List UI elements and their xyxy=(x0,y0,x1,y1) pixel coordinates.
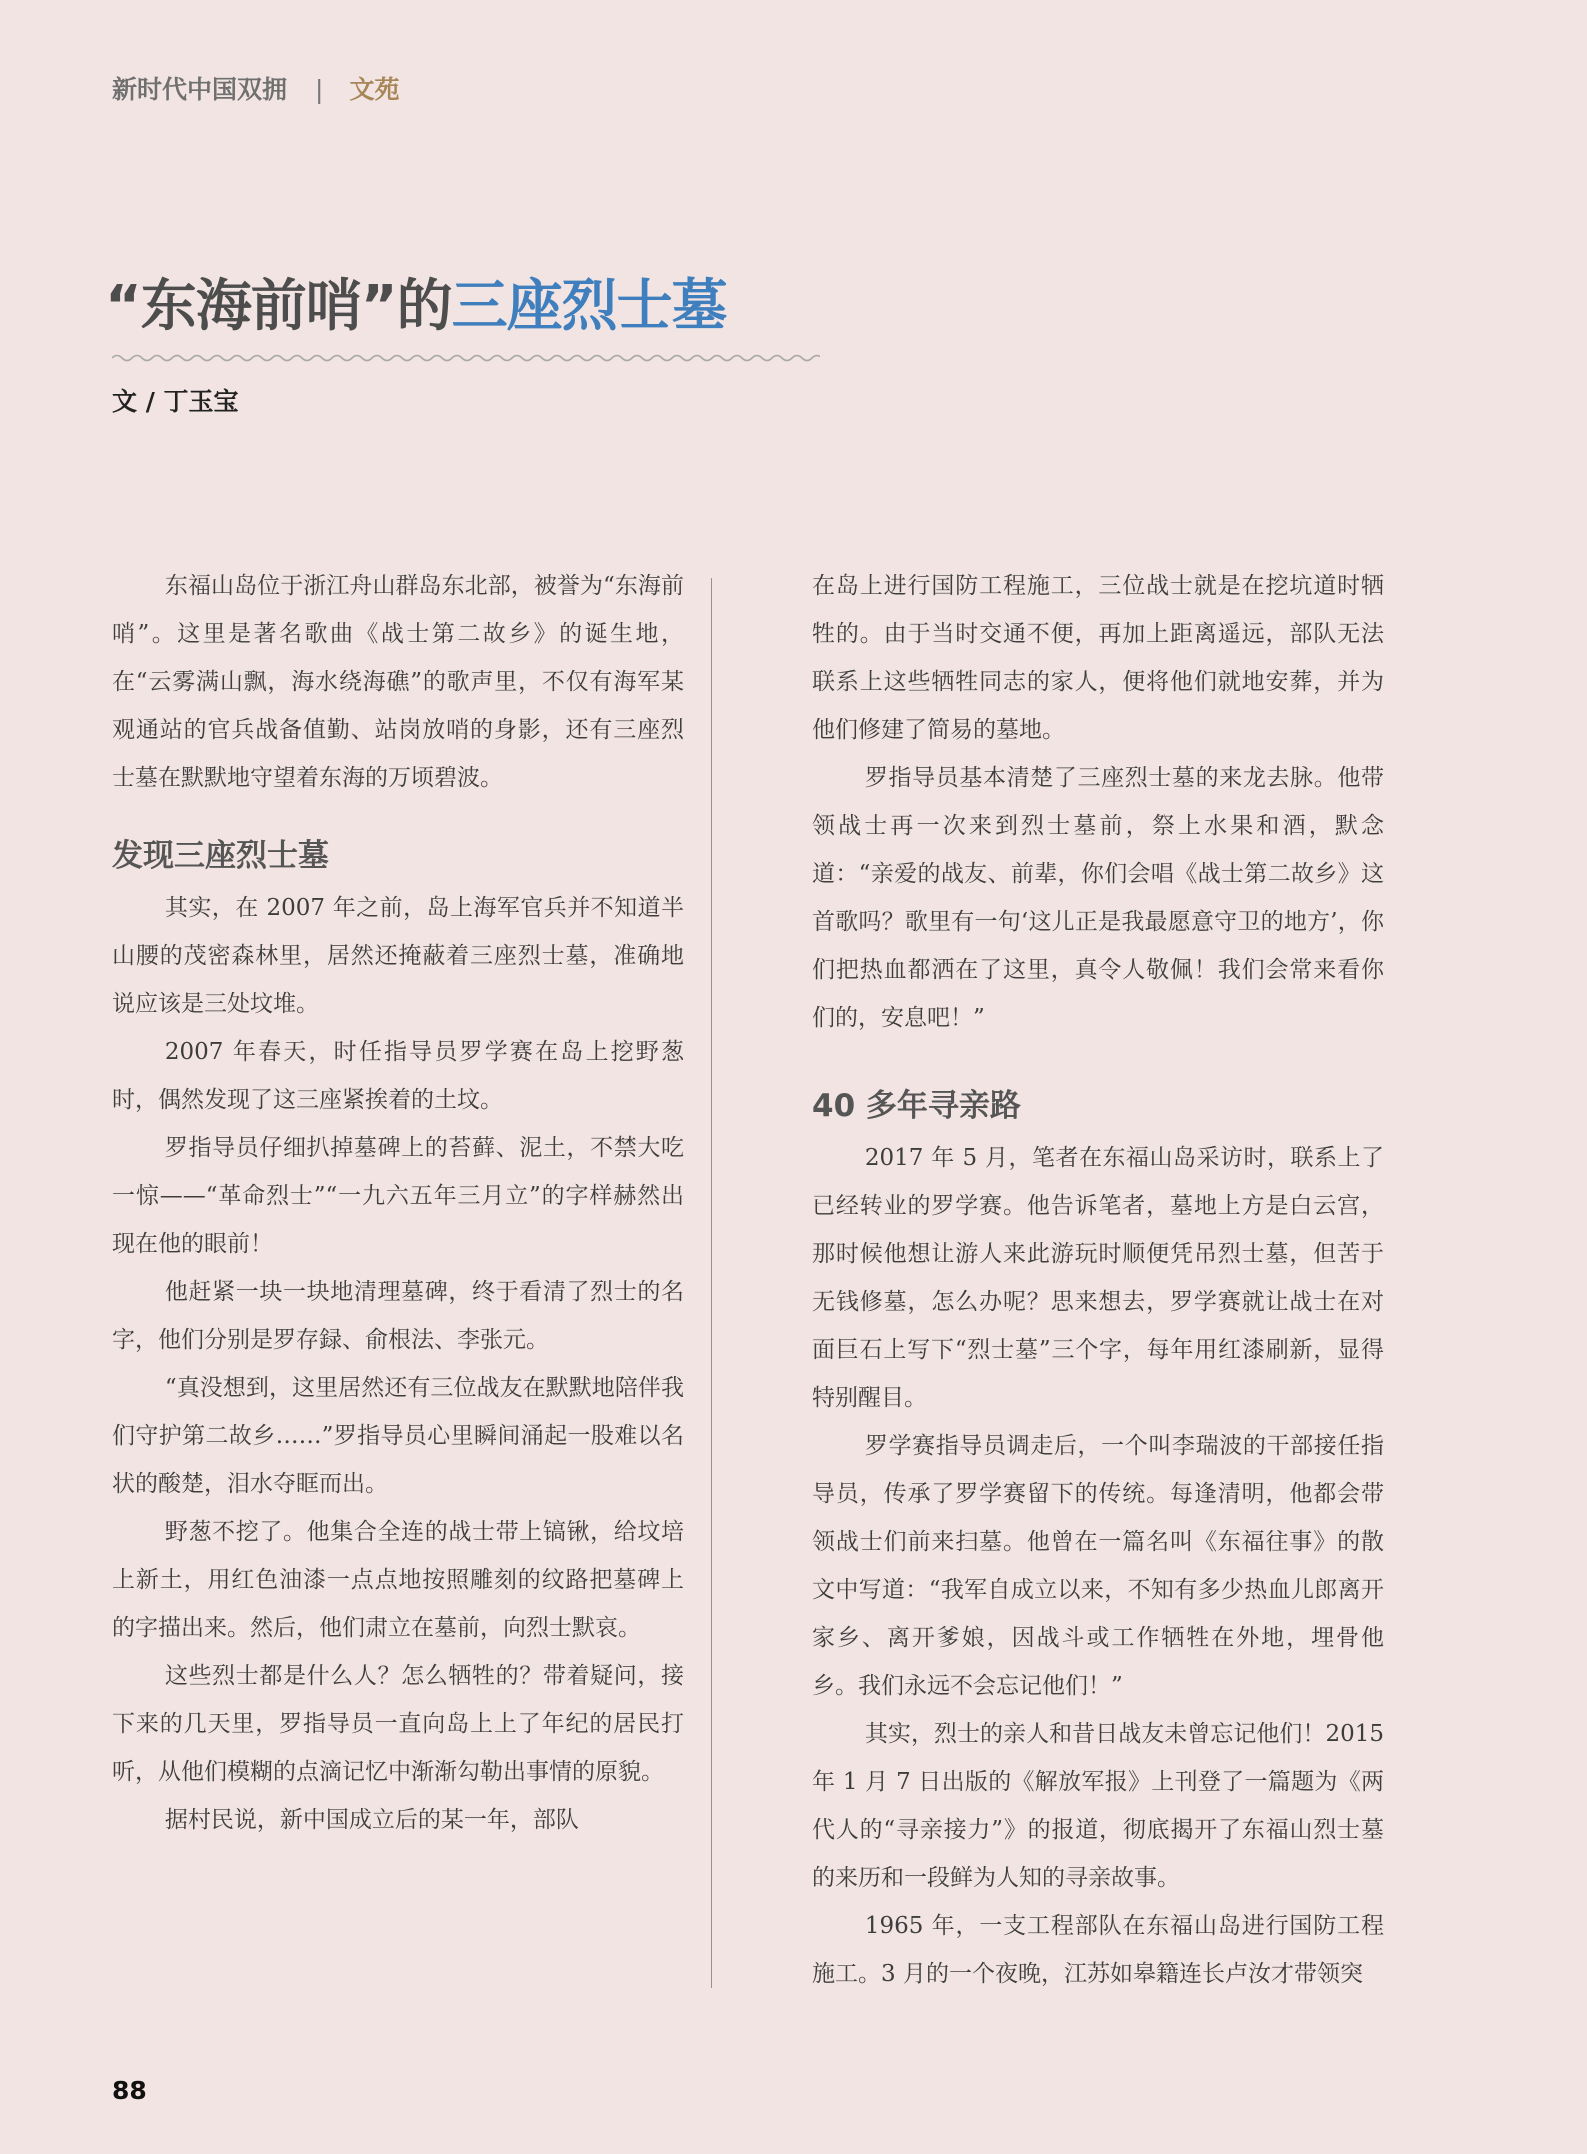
intro-paragraph: 东福山岛位于浙江舟山群岛东北部，被誉为“东海前哨”。这里是著名歌曲《战士第二故乡》的诞生地，在“云雾满山飘，海水绕海礁”的歌声里，不仅有海军某观通站的官兵战备值勤、站岗放哨的身影，还有三座烈士墓在默默地守望着东海的万顷碧波。 xyxy=(112,573,684,791)
header-separator: | xyxy=(315,75,324,104)
magazine-name: 新时代中国双拥 xyxy=(112,75,288,104)
title-part-2: 三座烈士墓 xyxy=(451,274,727,339)
left-column xyxy=(112,562,684,1844)
body-paragraph: 其实，烈士的亲人和昔日战友未曾忘记他们！2015 年 1 月 7 日出版的《解放军报》上刊登了一篇题为《两代人的“寻亲接力”》的报道，彻底揭开了东福山烈士墓的来历和一段鲜为人知的寻亲故事。 xyxy=(812,1721,1384,1891)
article-title xyxy=(105,262,727,342)
body-paragraph: 他赶紧一块一块地清理墓碑，终于看清了烈士的名字，他们分别是罗存録、俞根法、李张元。 xyxy=(112,1279,684,1353)
body-paragraph: 据村民说，新中国成立后的某一年，部队 xyxy=(164,1807,579,1833)
title-wave-underline xyxy=(112,352,820,364)
body-paragraph: 1965 年，一支工程部队在东福山岛进行国防工程施工。3 月的一个夜晚，江苏如皋籍连长卢汝才带领突 xyxy=(812,1913,1384,1987)
body-paragraph: 2007 年春天，时任指导员罗学赛在岛上挖野葱时，偶然发现了这三座紧挨着的土坟。 xyxy=(112,1039,684,1113)
body-paragraph: 其实，在 2007 年之前，岛上海军官兵并不知道半山腰的茂密森林里，居然还掩蔽着三座烈士墓，准确地说应该是三处坟堆。 xyxy=(112,895,684,1017)
body-paragraph: “真没想到，这里居然还有三位战友在默默地陪伴我们守护第二故乡……”罗指导员心里瞬间涌起一股难以名状的酸楚，泪水夺眶而出。 xyxy=(112,1375,684,1497)
title-part-1: “东海前哨”的 xyxy=(105,274,452,339)
body-paragraph: 野葱不挖了。他集合全连的战士带上镐锹，给坟培上新土，用红色油漆一点点地按照雕刻的纹路把墓碑上的字描出来。然后，他们肃立在墓前，向烈士默哀。 xyxy=(112,1519,684,1641)
running-header xyxy=(112,70,399,106)
body-paragraph: 罗指导员基本清楚了三座烈士墓的来龙去脉。他带领战士再一次来到烈士墓前，祭上水果和酒，默念道：“亲爱的战友、前辈，你们会唱《战士第二故乡》这首歌吗？歌里有一句‘这儿正是我最愿意守卫的地方’，你们把热血都洒在了这里，真令人敬佩！我们会常来看你们的，安息吧！” xyxy=(812,765,1384,1031)
section-name: 文苑 xyxy=(349,75,400,104)
section-heading-discovery: 发现三座烈士墓 xyxy=(112,838,329,874)
column-divider xyxy=(711,578,712,1988)
section-heading-search: 40 多年寻亲路 xyxy=(812,1088,1021,1124)
body-paragraph: 2017 年 5 月，笔者在东福山岛采访时，联系上了已经转业的罗学赛。他告诉笔者，墓地上方是白云宫，那时候他想让游人来此游玩时顺便凭吊烈士墓，但苦于无钱修墓，怎么办呢？思来想去，罗学赛就让战士在对面巨石上写下“烈士墓”三个字，每年用红漆刷新，显得特别醒目。 xyxy=(812,1145,1384,1411)
body-paragraph: 这些烈士都是什么人？怎么牺牲的？带着疑问，接下来的几天里，罗指导员一直向岛上上了年纪的居民打听，从他们模糊的点滴记忆中渐渐勾勒出事情的原貌。 xyxy=(112,1663,684,1785)
right-column xyxy=(812,562,1384,1998)
body-paragraph: 罗指导员仔细扒掉墓碑上的苔藓、泥土，不禁大吃一惊——“革命烈士”“一九六五年三月立”的字样赫然出现在他的眼前！ xyxy=(112,1135,684,1257)
page-number: 88 xyxy=(112,2076,147,2105)
body-paragraph-continued: 在岛上进行国防工程施工，三位战士就是在挖坑道时牺牲的。由于当时交通不便，再加上距离遥远，部队无法联系上这些牺牲同志的家人，便将他们就地安葬，并为他们修建了简易的墓地。 xyxy=(812,573,1384,743)
body-paragraph: 罗学赛指导员调走后，一个叫李瑞波的干部接任指导员，传承了罗学赛留下的传统。每逢清明，他都会带领战士们前来扫墓。他曾在一篇名叫《东福往事》的散文中写道：“我军自成立以来，不知有多少热血儿郎离开家乡、离开爹娘，因战斗或工作牺牲在外地，埋骨他乡。我们永远不会忘记他们！” xyxy=(812,1433,1384,1699)
byline: 文 / 丁玉宝 xyxy=(112,387,239,416)
